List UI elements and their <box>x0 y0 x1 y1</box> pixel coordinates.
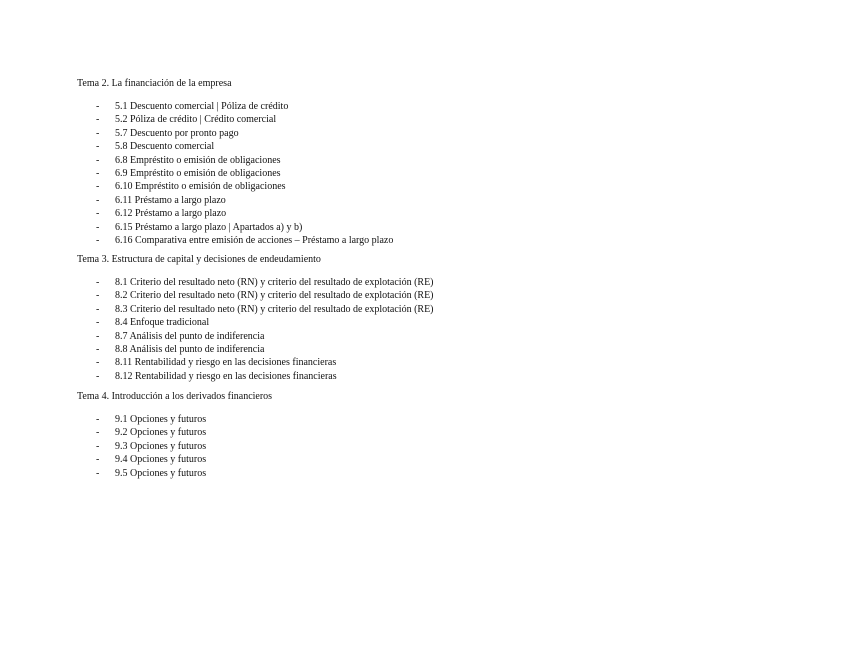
list-item-text: 8.7 Análisis del punto de indiferencia <box>115 330 265 342</box>
bullet-dash: - <box>96 303 100 315</box>
list-item-text: 5.1 Descuento comercial | Póliza de crédito <box>115 101 289 112</box>
bullet-dash: - <box>96 221 100 233</box>
bullet-dash: - <box>96 154 100 166</box>
list-item-text: 8.12 Rentabilidad y riesgo en las decisiones financieras <box>115 370 337 382</box>
item-list <box>77 276 434 383</box>
bullet-dash: - <box>96 181 100 193</box>
list-item <box>77 370 337 383</box>
list-item-text: 6.8 Empréstito o emisión de obligaciones <box>115 154 281 166</box>
bullet-dash: - <box>96 127 100 139</box>
list-item <box>77 316 321 329</box>
bullet-dash: - <box>96 114 100 126</box>
list-item-text: 6.11 Préstamo a largo plazo <box>115 194 226 206</box>
list-item-text: 9.5 Opciones y futuros <box>115 467 207 479</box>
list-item <box>77 303 434 316</box>
section-tema-2 <box>77 78 394 247</box>
bullet-dash: - <box>96 357 100 369</box>
list-item <box>77 127 239 140</box>
section-title: Tema 4. Introducción a los derivados financieros <box>77 391 273 402</box>
list-item-text: 9.1 Opciones y futuros <box>115 414 207 425</box>
bullet-dash: - <box>96 290 100 302</box>
list-item <box>77 167 281 180</box>
item-list <box>77 100 394 247</box>
bullet-dash: - <box>96 101 100 112</box>
list-item <box>77 140 232 153</box>
list-item <box>77 343 321 356</box>
list-item <box>77 100 289 113</box>
bullet-dash: - <box>96 467 100 479</box>
list-item <box>77 330 321 343</box>
list-item-text: 6.12 Préstamo a largo plazo <box>115 208 227 220</box>
list-item <box>77 440 272 453</box>
list-item <box>77 154 281 167</box>
list-item-text: 9.2 Opciones y futuros <box>115 427 207 439</box>
list-item-text: 8.2 Criterio del resultado neto (RN) y criterio del resultado de explotación (RE) <box>115 290 434 302</box>
list-item-text: 6.15 Préstamo a largo plazo | Apartados a) y b) <box>115 221 303 233</box>
bullet-dash: - <box>96 343 100 355</box>
bullet-dash: - <box>96 330 100 342</box>
bullet-dash: - <box>96 370 100 382</box>
list-item <box>77 180 286 193</box>
list-item <box>77 426 272 439</box>
list-item-text: 8.11 Rentabilidad y riesgo en las decisiones financieras <box>115 357 337 369</box>
list-item-text: 6.9 Empréstito o emisión de obligaciones <box>115 167 281 179</box>
list-item <box>77 234 394 247</box>
section-title: Tema 3. Estructura de capital y decisiones de endeudamiento <box>77 254 321 265</box>
list-item-text: 8.1 Criterio del resultado neto (RN) y criterio del resultado de explotación (RE) <box>115 277 434 288</box>
bullet-dash: - <box>96 414 100 425</box>
bullet-dash: - <box>96 454 100 466</box>
list-item <box>77 221 303 234</box>
bullet-dash: - <box>96 141 100 153</box>
list-item <box>77 207 232 220</box>
list-item-text: 8.3 Criterio del resultado neto (RN) y criterio del resultado de explotación (RE) <box>115 303 434 315</box>
list-item-text: 9.4 Opciones y futuros <box>115 454 207 466</box>
list-item-text: 5.2 Póliza de crédito | Crédito comercial <box>115 114 277 126</box>
section-title: Tema 2. La financiación de la empresa <box>77 78 232 89</box>
bullet-dash: - <box>96 234 100 246</box>
list-item <box>77 113 277 126</box>
list-item-text: 5.7 Descuento por pronto pago <box>115 127 239 139</box>
bullet-dash: - <box>96 194 100 206</box>
bullet-dash: - <box>96 167 100 179</box>
list-item <box>77 276 434 289</box>
bullet-dash: - <box>96 440 100 452</box>
list-item-text: 5.8 Descuento comercial <box>115 141 215 153</box>
section-tema-3 <box>77 254 434 383</box>
list-item <box>77 289 434 302</box>
list-item-text: 8.4 Enfoque tradicional <box>115 317 210 329</box>
bullet-dash: - <box>96 427 100 439</box>
bullet-dash: - <box>96 208 100 220</box>
list-item-text: 8.8 Análisis del punto de indiferencia <box>115 343 265 355</box>
list-item <box>77 413 272 426</box>
list-item-text: 9.3 Opciones y futuros <box>115 440 207 452</box>
list-item <box>77 356 337 369</box>
list-item <box>77 453 272 466</box>
item-list <box>77 413 272 480</box>
list-item-text: 6.10 Empréstito o emisión de obligaciones <box>115 181 286 193</box>
list-item-text: 6.16 Comparativa entre emisión de acciones – Préstamo a largo plazo <box>115 234 394 246</box>
list-item <box>77 467 272 480</box>
bullet-dash: - <box>96 277 100 288</box>
bullet-dash: - <box>96 317 100 329</box>
section-tema-4 <box>77 391 272 480</box>
list-item <box>77 194 232 207</box>
